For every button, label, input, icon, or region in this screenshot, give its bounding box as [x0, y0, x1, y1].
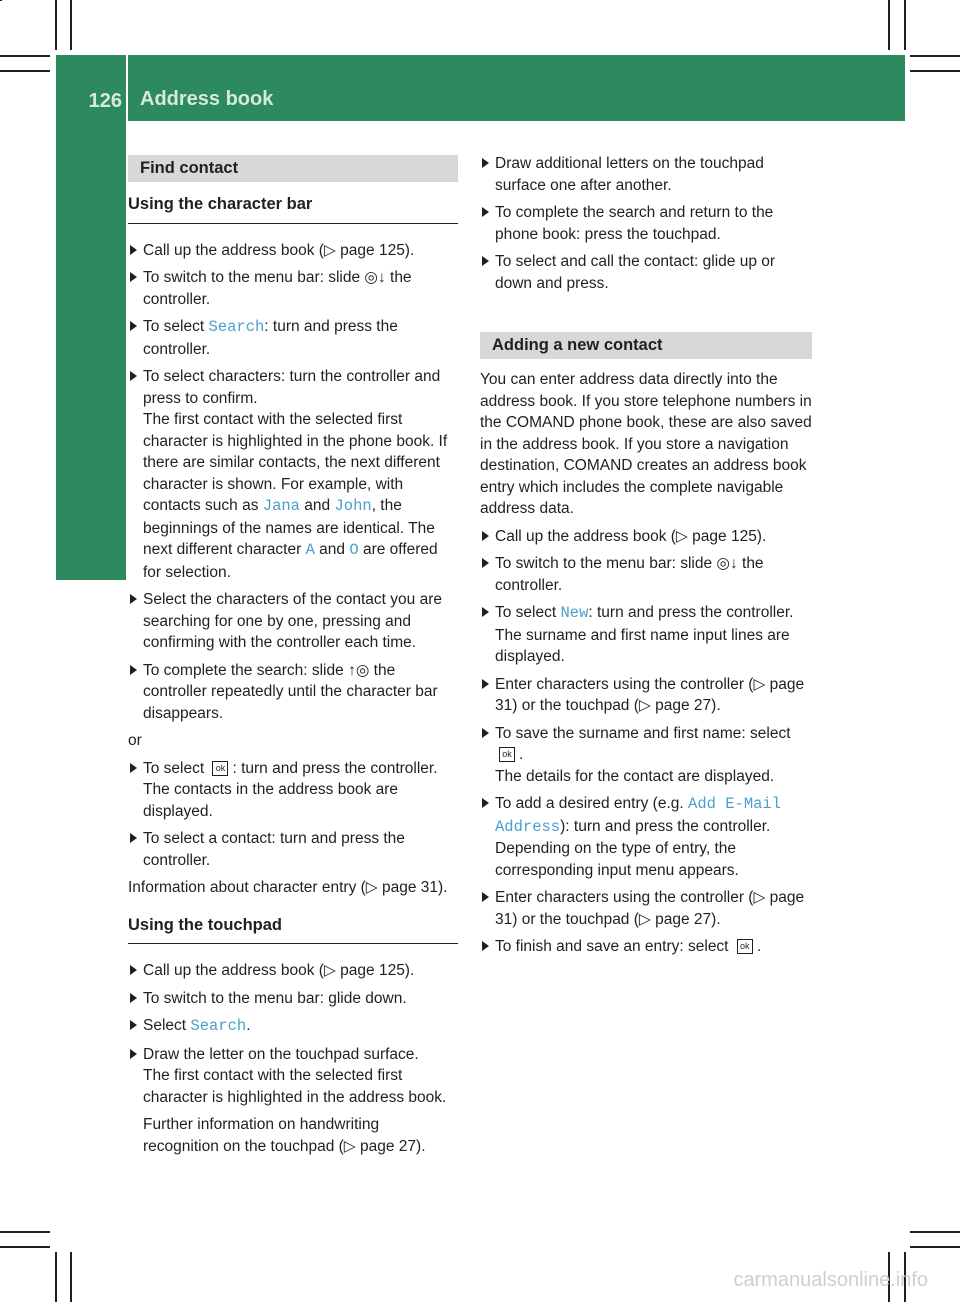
controller-slide-down-icon: ◎↓ — [716, 555, 738, 572]
crop-mark — [70, 1252, 72, 1302]
menu-key-search: Search — [208, 318, 265, 336]
list-item: Draw the letter on the touchpad surface. The first contact with the selected first character is highlighted in the address book. Further information on handwriting recognition on the touchpad (▷ page 27). — [128, 1044, 458, 1158]
list-item: To select characters: turn the controller and press to confirm. The first contact with the selected first character is highlighted in the phone book. If there are similar contacts, the next different character is shown. For example, with contacts such as Jana and John, the beginnings of the names are identical. The next different character A and O are offered for selection. — [128, 366, 458, 583]
controller-slide-down-icon: ◎↓ — [364, 269, 386, 286]
crop-mark — [910, 1231, 960, 1233]
list-item: To complete the search: slide ↑◎ the controller repeatedly until the character bar disappears. — [128, 660, 458, 725]
list-item: To finish and save an entry: select ok . — [480, 936, 812, 958]
list-item: Call up the address book (▷ page 125). — [480, 526, 812, 548]
page-number: 126 — [88, 90, 122, 112]
list-item: To select a contact: turn and press the controller. — [128, 828, 458, 871]
list-item: To switch to the menu bar: slide ◎↓ the controller. — [480, 553, 812, 596]
list-item: To add a desired entry (e.g. Add E-Mail Address): turn and press the controller. Depending on the type of entry, the corresponding input menu appears. — [480, 793, 812, 881]
list-item: To select Search: turn and press the controller. — [128, 316, 458, 360]
controller-slide-up-icon: ↑◎ — [348, 661, 370, 679]
crop-mark — [0, 1231, 50, 1233]
crop-mark — [910, 70, 960, 72]
crop-mark — [0, 70, 50, 72]
chapter-label: Telephone — [94, 431, 120, 545]
adding-contact-heading: Adding a new contact — [480, 332, 812, 359]
list-item: Draw additional letters on the touchpad surface one after another. — [480, 153, 812, 196]
watermark: carmanualsonline.info — [733, 1269, 928, 1291]
list-item: To select and call the contact: glide up or down and press. — [480, 251, 812, 294]
list-item: To select ok : turn and press the controller. The contacts in the address book are displayed. — [128, 758, 458, 823]
right-column — [480, 153, 812, 964]
crop-mark — [55, 0, 57, 50]
menu-key-search: Search — [190, 1017, 247, 1035]
touchpad-heading: Using the touchpad — [128, 915, 458, 945]
left-column — [128, 155, 458, 1163]
example-o: O — [349, 541, 359, 559]
crop-mark — [55, 1252, 57, 1302]
crop-mark — [70, 0, 72, 50]
example-john: John — [334, 497, 372, 515]
list-item: Select Search. — [128, 1015, 458, 1038]
crop-mark — [888, 0, 890, 50]
list-item: To complete the search and return to the phone book: press the touchpad. — [480, 202, 812, 245]
crop-mark — [0, 0, 2, 1]
crop-mark — [904, 0, 906, 50]
crop-mark — [910, 1246, 960, 1248]
crop-mark — [0, 55, 50, 57]
section-title: Address book — [140, 88, 274, 110]
header-divider — [126, 55, 128, 121]
list-item: To switch to the menu bar: glide down. — [128, 988, 458, 1010]
intro-text: You can enter address data directly into the address book. If you store telephone numbers in the COMAND phone book, these are also saved in the address book. If you store a navigation destination, COMAND creates an address book entry which includes the complete navigable address data. — [480, 371, 812, 517]
list-item: Call up the address book (▷ page 125). — [128, 240, 458, 262]
list-item: To select New: turn and press the controller. The surname and first name input lines are displayed. — [480, 602, 812, 668]
menu-key-add-email: Add E-Mail Address — [495, 795, 782, 836]
info-text: Information about character entry (▷ page 31). — [128, 879, 448, 896]
find-contact-heading: Find contact — [128, 155, 458, 182]
list-item: To switch to the menu bar: slide ◎↓ the controller. — [128, 267, 458, 310]
list-item: Enter characters using the controller (▷ page 31) or the touchpad (▷ page 27). — [480, 887, 812, 930]
example-jana: Jana — [262, 497, 300, 515]
ok-icon: ok — [499, 747, 515, 762]
list-item: Enter characters using the controller (▷ page 31) or the touchpad (▷ page 27). — [480, 674, 812, 717]
ok-icon: ok — [212, 761, 228, 776]
or-text: or — [128, 732, 142, 749]
ok-icon: ok — [737, 939, 753, 954]
menu-key-new: New — [560, 604, 589, 622]
list-item: To save the surname and first name: select ok . The details for the contact are displayed. — [480, 723, 812, 788]
page-header — [56, 55, 905, 121]
list-item: Select the characters of the contact you are searching for one by one, pressing and confirming with the controller each time. — [128, 589, 458, 654]
character-bar-heading: Using the character bar — [128, 194, 458, 224]
crop-mark — [0, 1246, 50, 1248]
crop-mark — [910, 55, 960, 57]
list-item: Call up the address book (▷ page 125). — [128, 960, 458, 982]
example-a: A — [305, 541, 315, 559]
